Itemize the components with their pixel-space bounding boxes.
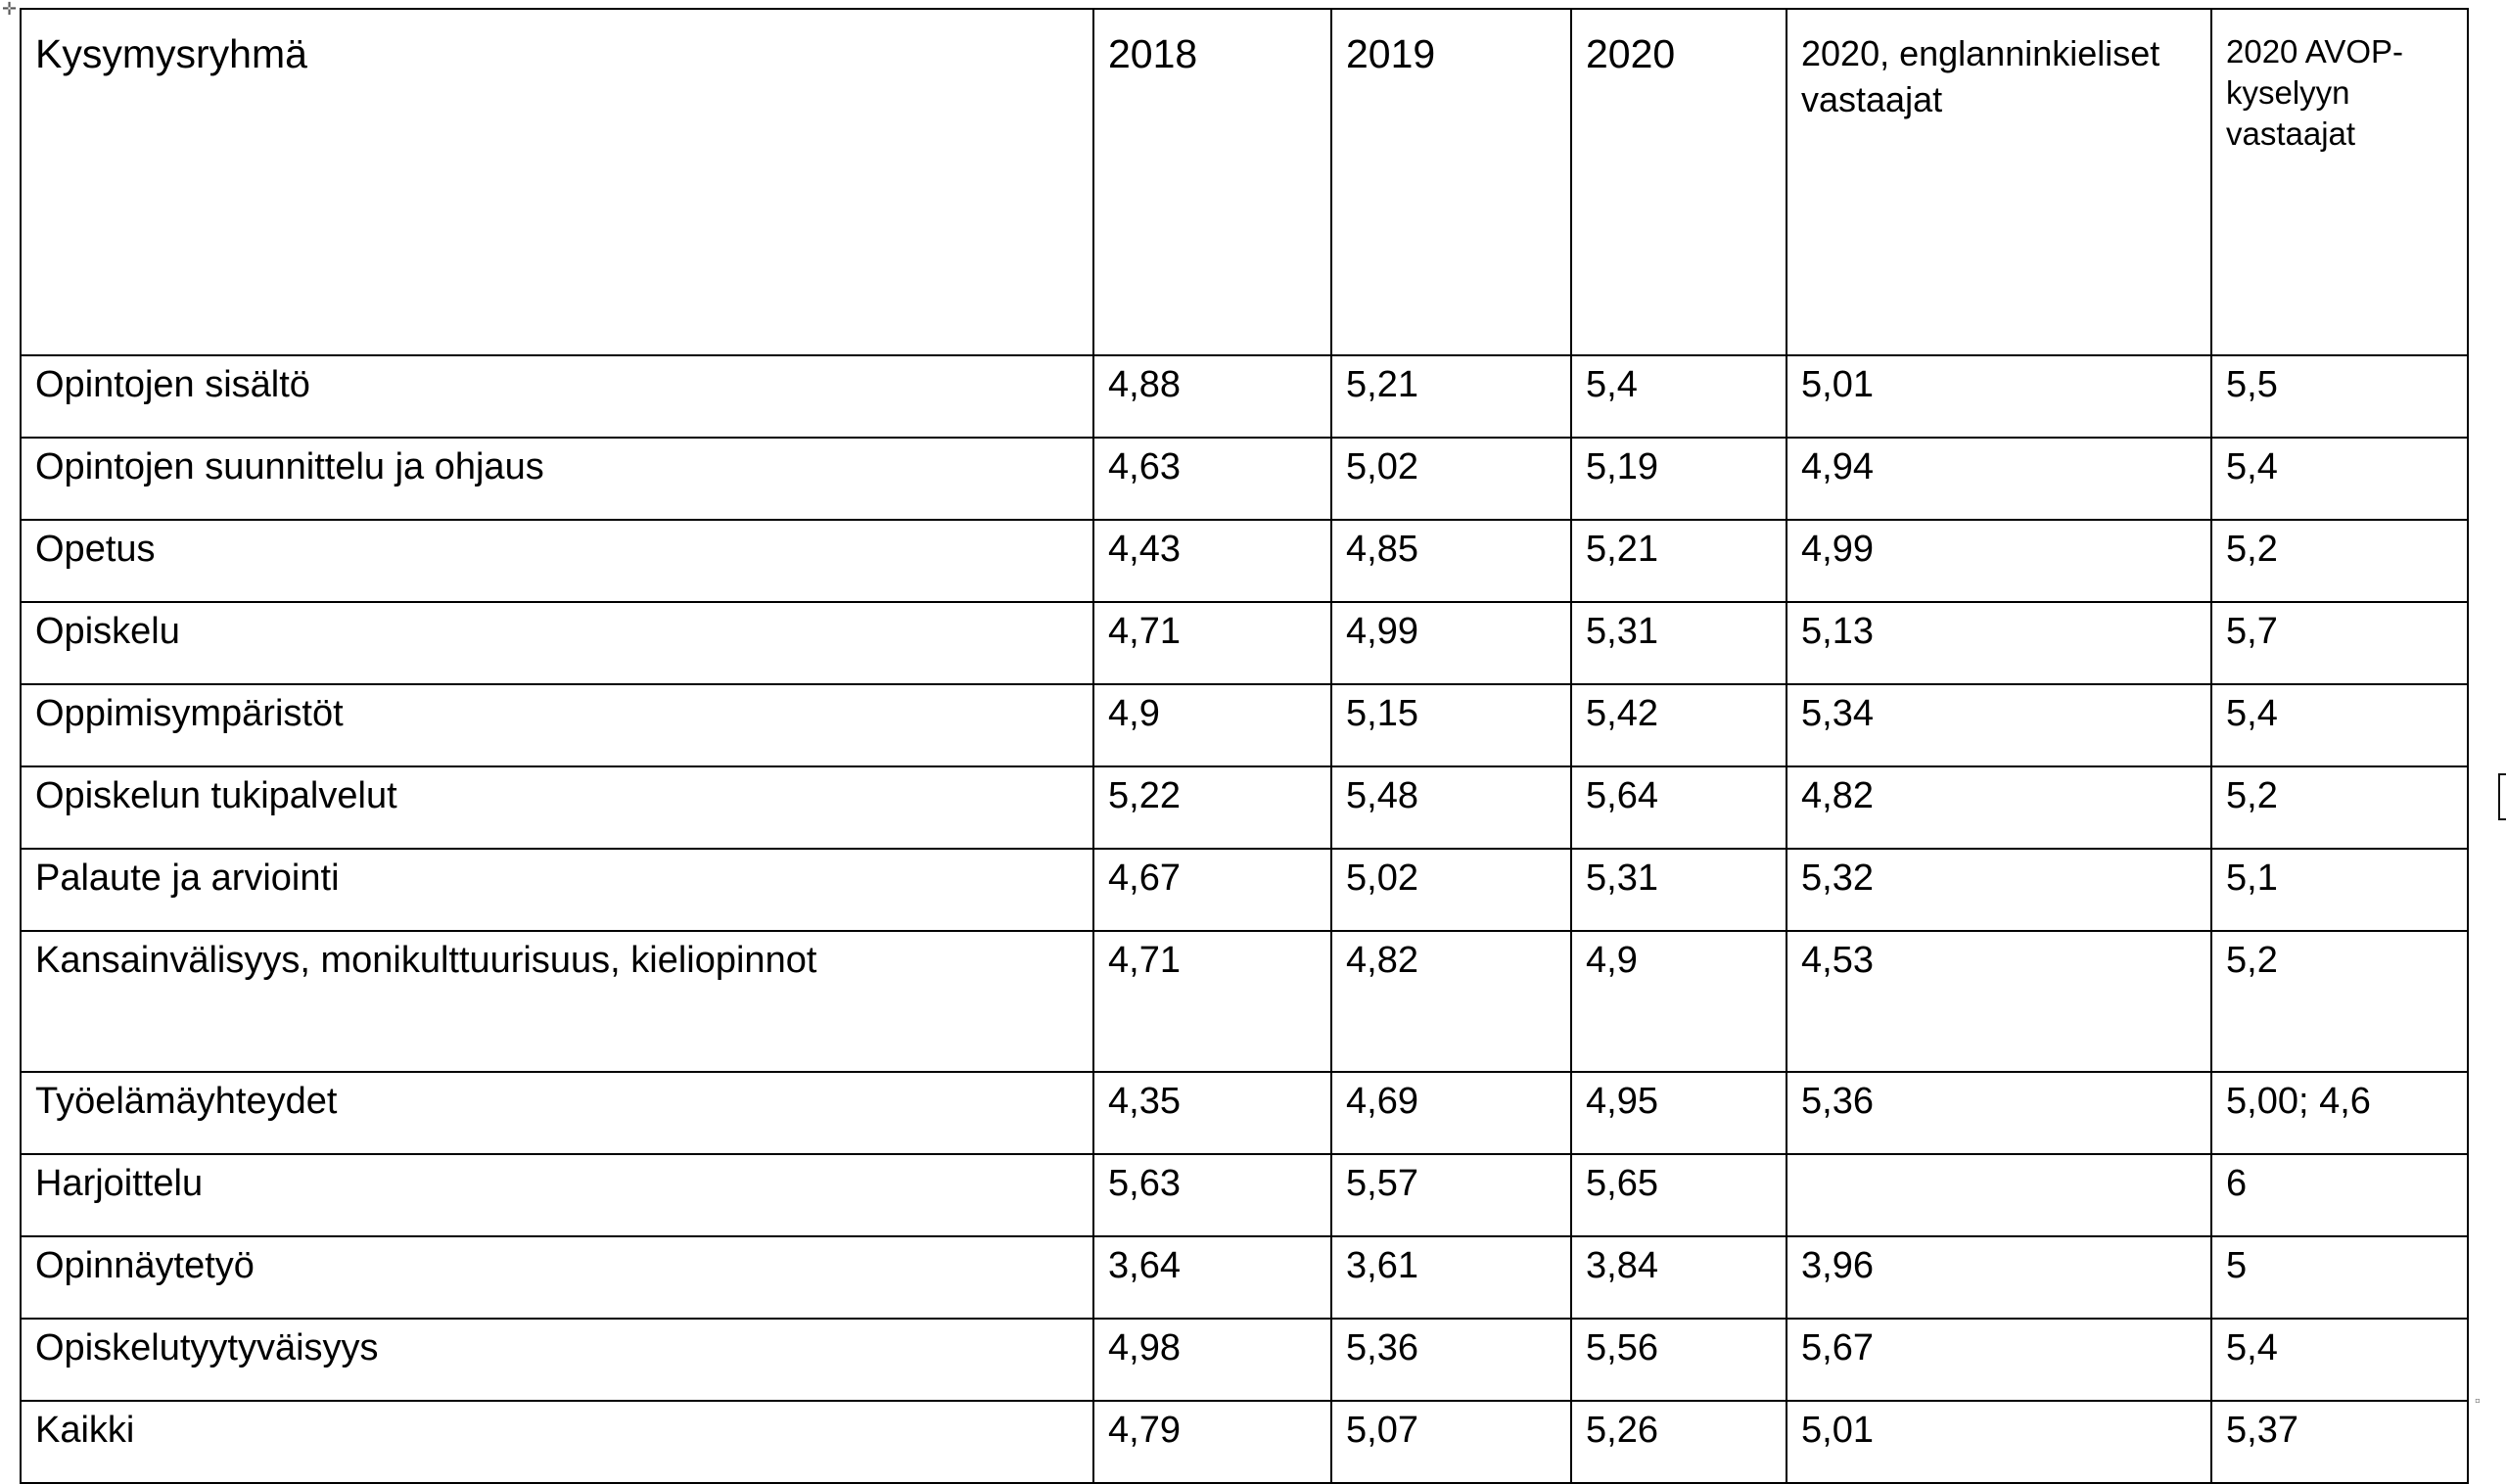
row-label: Opintojen sisältö xyxy=(21,355,1093,438)
cell-2020: 5,19 xyxy=(1571,438,1787,520)
cell-2019: 5,57 xyxy=(1331,1154,1571,1236)
cell-2019: 4,85 xyxy=(1331,520,1571,602)
table-row xyxy=(21,766,2468,849)
table-row xyxy=(21,355,2468,438)
cell-2020-avop: 5,37 xyxy=(2211,1401,2468,1483)
cell-2018: 4,9 xyxy=(1093,684,1331,766)
table-container xyxy=(20,8,2467,1484)
cell-2020-avop: 5,4 xyxy=(2211,1319,2468,1401)
cell-2019: 5,02 xyxy=(1331,849,1571,931)
cell-2020-avop: 5,2 xyxy=(2211,931,2468,1072)
cell-2018: 4,63 xyxy=(1093,438,1331,520)
cell-2020-avop: 5,2 xyxy=(2211,520,2468,602)
table-row xyxy=(21,1319,2468,1401)
cell-2019: 4,99 xyxy=(1331,602,1571,684)
table-row xyxy=(21,438,2468,520)
cell-2019: 5,07 xyxy=(1331,1401,1571,1483)
cell-2019: 5,36 xyxy=(1331,1319,1571,1401)
cell-2020: 5,21 xyxy=(1571,520,1787,602)
cell-2020-avop: 5,4 xyxy=(2211,684,2468,766)
cell-2020-english: 5,01 xyxy=(1787,1401,2211,1483)
cell-2019: 4,82 xyxy=(1331,931,1571,1072)
cell-2020-avop: 5 xyxy=(2211,1236,2468,1319)
resize-handle-icon[interactable]: ▫ xyxy=(2475,1393,2481,1410)
row-label: Kansainvälisyys, monikulttuurisuus, kieliopinnot xyxy=(21,931,1093,1072)
table-row xyxy=(21,1154,2468,1236)
cell-2019: 4,69 xyxy=(1331,1072,1571,1154)
cell-2020: 5,65 xyxy=(1571,1154,1787,1236)
cell-2020-avop: 5,7 xyxy=(2211,602,2468,684)
row-label: Harjoittelu xyxy=(21,1154,1093,1236)
row-label: Opiskelu xyxy=(21,602,1093,684)
table-row xyxy=(21,602,2468,684)
cell-2020: 5,42 xyxy=(1571,684,1787,766)
cell-2020-english xyxy=(1787,1154,2211,1236)
cell-2020-avop: 5,00; 4,6 xyxy=(2211,1072,2468,1154)
cell-2020-english: 4,99 xyxy=(1787,520,2211,602)
cell-2020-english: 4,53 xyxy=(1787,931,2211,1072)
cell-2020-avop: 5,5 xyxy=(2211,355,2468,438)
cell-2020: 4,95 xyxy=(1571,1072,1787,1154)
cell-2020: 5,64 xyxy=(1571,766,1787,849)
table-row xyxy=(21,1236,2468,1319)
table-row xyxy=(21,684,2468,766)
column-header-2020-english-respondents: 2020, englanninkieliset vastaajat xyxy=(1787,9,2211,355)
cell-2019: 5,02 xyxy=(1331,438,1571,520)
table-row xyxy=(21,1401,2468,1483)
cell-2020-avop: 5,2 xyxy=(2211,766,2468,849)
page-edge-marker xyxy=(2498,773,2506,820)
table-body xyxy=(21,355,2468,1483)
cell-2018: 5,63 xyxy=(1093,1154,1331,1236)
column-header-2018: 2018 xyxy=(1093,9,1331,355)
row-label: Työelämäyhteydet xyxy=(21,1072,1093,1154)
cell-2020-english: 5,67 xyxy=(1787,1319,2211,1401)
table-row xyxy=(21,849,2468,931)
cell-2020-english: 5,36 xyxy=(1787,1072,2211,1154)
cell-2020-english: 4,82 xyxy=(1787,766,2211,849)
cell-2020-english: 5,13 xyxy=(1787,602,2211,684)
survey-results-table xyxy=(20,8,2469,1484)
table-row xyxy=(21,931,2468,1072)
cell-2018: 4,35 xyxy=(1093,1072,1331,1154)
row-label: Oppimisympäristöt xyxy=(21,684,1093,766)
cell-2018: 4,98 xyxy=(1093,1319,1331,1401)
cell-2020: 5,4 xyxy=(1571,355,1787,438)
cell-2020: 5,31 xyxy=(1571,602,1787,684)
cell-2020: 5,31 xyxy=(1571,849,1787,931)
cell-2020: 5,26 xyxy=(1571,1401,1787,1483)
row-label: Opetus xyxy=(21,520,1093,602)
cell-2020-avop: 6 xyxy=(2211,1154,2468,1236)
cell-2019: 5,48 xyxy=(1331,766,1571,849)
move-handle-icon[interactable]: ✛ xyxy=(2,0,18,19)
cell-2018: 3,64 xyxy=(1093,1236,1331,1319)
cell-2020-english: 4,94 xyxy=(1787,438,2211,520)
cell-2020: 3,84 xyxy=(1571,1236,1787,1319)
row-label: Opiskelutyytyväisyys xyxy=(21,1319,1093,1401)
column-header-2020: 2020 xyxy=(1571,9,1787,355)
table-header xyxy=(21,9,2468,355)
row-label: Opiskelun tukipalvelut xyxy=(21,766,1093,849)
cell-2020-avop: 5,4 xyxy=(2211,438,2468,520)
table-row xyxy=(21,1072,2468,1154)
cell-2018: 5,22 xyxy=(1093,766,1331,849)
row-label: Opintojen suunnittelu ja ohjaus xyxy=(21,438,1093,520)
cell-2018: 4,67 xyxy=(1093,849,1331,931)
row-label: Palaute ja arviointi xyxy=(21,849,1093,931)
cell-2019: 5,21 xyxy=(1331,355,1571,438)
cell-2020-english: 3,96 xyxy=(1787,1236,2211,1319)
cell-2018: 4,71 xyxy=(1093,931,1331,1072)
table-header-row xyxy=(21,9,2468,355)
cell-2019: 3,61 xyxy=(1331,1236,1571,1319)
column-header-question-group: Kysymysryhmä xyxy=(21,9,1093,355)
cell-2018: 4,71 xyxy=(1093,602,1331,684)
cell-2020-avop: 5,1 xyxy=(2211,849,2468,931)
cell-2019: 5,15 xyxy=(1331,684,1571,766)
column-header-2020-avop-respondents: 2020 AVOP-kyselyyn vastaajat xyxy=(2211,9,2468,355)
cell-2020-english: 5,32 xyxy=(1787,849,2211,931)
cell-2018: 4,88 xyxy=(1093,355,1331,438)
cell-2018: 4,79 xyxy=(1093,1401,1331,1483)
cell-2020-english: 5,34 xyxy=(1787,684,2211,766)
row-label: Kaikki xyxy=(21,1401,1093,1483)
row-label: Opinnäytetyö xyxy=(21,1236,1093,1319)
column-header-2019: 2019 xyxy=(1331,9,1571,355)
cell-2020: 5,56 xyxy=(1571,1319,1787,1401)
cell-2020: 4,9 xyxy=(1571,931,1787,1072)
cell-2018: 4,43 xyxy=(1093,520,1331,602)
cell-2020-english: 5,01 xyxy=(1787,355,2211,438)
table-row xyxy=(21,520,2468,602)
